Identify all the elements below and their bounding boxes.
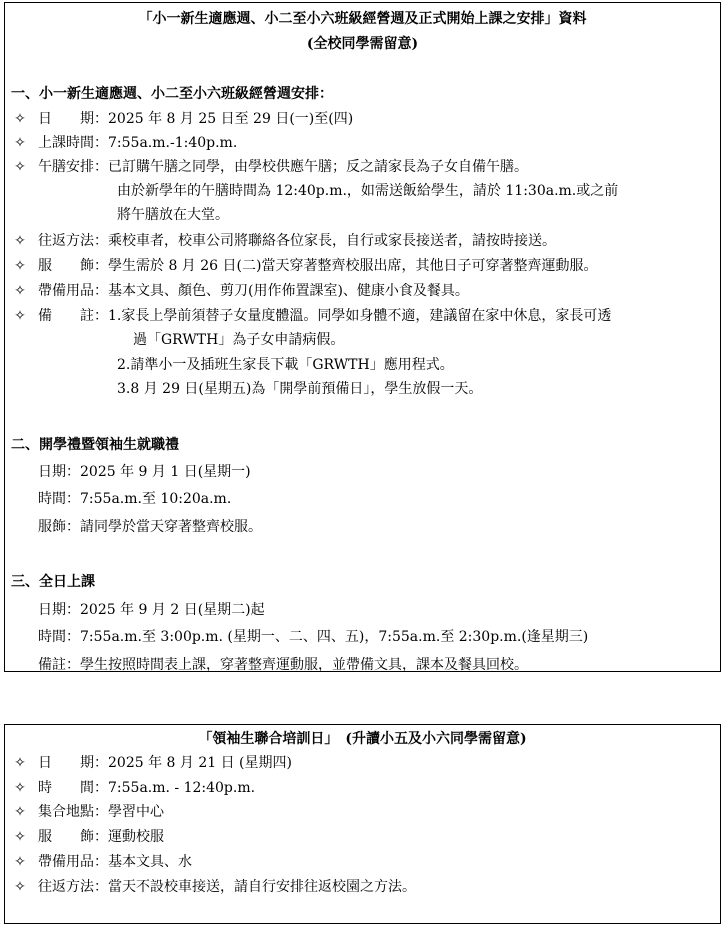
part1-remarks-item: 3.8 月 29 日(星期五)為「開學前預備日」，學生放假一天。 bbox=[117, 381, 483, 397]
training-items: 帶備用品：基本文具、水 bbox=[38, 854, 192, 870]
leadership-training-box bbox=[4, 724, 721, 924]
bullet-icon: ✧ bbox=[14, 780, 26, 796]
part1-heading: 一、小一新生適應週、小二至小六班級經營週安排： bbox=[11, 86, 333, 102]
part1-date: 日 期：2025 年 8 月 25 日至 29 日(一)至(四) bbox=[38, 111, 354, 127]
part1-items: 帶備用品：基本文具、顏色、剪刀(用作佈置課室)、健康小食及餐具。 bbox=[38, 283, 469, 299]
part1-remarks-item: 2.請準小一及插班生家長下載「GRWTH」應用程式。 bbox=[117, 357, 454, 373]
bullet-icon: ✧ bbox=[14, 135, 26, 151]
part1-lunch-cont: 將午膳放在大堂。 bbox=[117, 207, 229, 223]
part3-remarks: 備註：學生按照時間表上課，穿著整齊運動服，並帶備文具，課本及餐具回校。 bbox=[38, 657, 528, 673]
bullet-icon: ✧ bbox=[14, 755, 26, 771]
training-transport: 往返方法：當天不設校車接送，請自行安排往返校園之方法。 bbox=[38, 879, 416, 895]
bullet-icon: ✧ bbox=[14, 283, 26, 299]
part2-time: 時間：7:55a.m.至 10:20a.m. bbox=[38, 491, 232, 507]
part1-remarks-cont: 過「GRWTH」為子女申請病假。 bbox=[133, 332, 345, 348]
part1-transport: 往返方法：乘校車者，校車公司將聯絡各位家長，自行或家長接送者，請按時接送。 bbox=[38, 233, 556, 249]
bullet-icon: ✧ bbox=[14, 804, 26, 820]
bullet-icon: ✧ bbox=[14, 308, 26, 324]
part2-date: 日期：2025 年 9 月 1 日(星期一) bbox=[38, 464, 251, 480]
part2-heading: 二、開學禮暨領袖生就職禮 bbox=[11, 437, 179, 453]
part1-uniform: 服 飾：學生需於 8 月 26 日(二)當天穿著整齊校服出席，其他日子可穿著整齊運動服。 bbox=[38, 258, 598, 274]
bullet-icon: ✧ bbox=[14, 111, 26, 127]
bullet-icon: ✧ bbox=[14, 854, 26, 870]
part1-remarks: 備 註：1.家長上學前須替子女量度體溫。同學如身體不適，建議留在家中休息，家長可透 bbox=[38, 308, 612, 324]
notice-title: 「小一新生適應週、小二至小六班級經營週及正式開始上課之安排」資料 bbox=[138, 11, 587, 27]
bullet-icon: ✧ bbox=[14, 879, 26, 895]
bullet-icon: ✧ bbox=[14, 829, 26, 845]
part3-time: 時間：7:55a.m.至 3:00p.m. (星期一、二、四、五)，7:55a.m.至 2:30p.m.(逢星期三) bbox=[38, 629, 589, 645]
training-title: 「領袖生聯合培訓日」 (升讀小五及小六同學需留意) bbox=[198, 731, 527, 747]
bullet-icon: ✧ bbox=[14, 258, 26, 274]
training-date: 日 期：2025 年 8 月 21 日 (星期四) bbox=[38, 755, 292, 771]
training-uniform: 服 飾：運動校服 bbox=[38, 829, 164, 845]
training-venue: 集合地點：學習中心 bbox=[38, 804, 164, 820]
notice-subtitle: (全校同學需留意) bbox=[306, 36, 419, 52]
arrangement-notice-box bbox=[4, 2, 721, 672]
part3-heading: 三、全日上課 bbox=[11, 574, 95, 590]
part1-lunch-cont: 由於新學年的午膳時間為 12:40p.m.，如需送飯給學生，請於 11:30a.m.或之前 bbox=[117, 183, 619, 199]
part2-uniform: 服飾：請同學於當天穿著整齊校服。 bbox=[38, 519, 262, 535]
training-time: 時 間：7:55a.m. - 12:40p.m. bbox=[38, 780, 256, 796]
part3-date: 日期：2025 年 9 月 2 日(星期二)起 bbox=[38, 602, 265, 618]
part1-lunch: 午膳安排：已訂購午膳之同學，由學校供應午膳；反之請家長為子女自備午膳。 bbox=[38, 159, 528, 175]
bullet-icon: ✧ bbox=[14, 159, 26, 175]
bullet-icon: ✧ bbox=[14, 233, 26, 249]
part1-time: 上課時間：7:55a.m.-1:40p.m. bbox=[38, 135, 238, 151]
